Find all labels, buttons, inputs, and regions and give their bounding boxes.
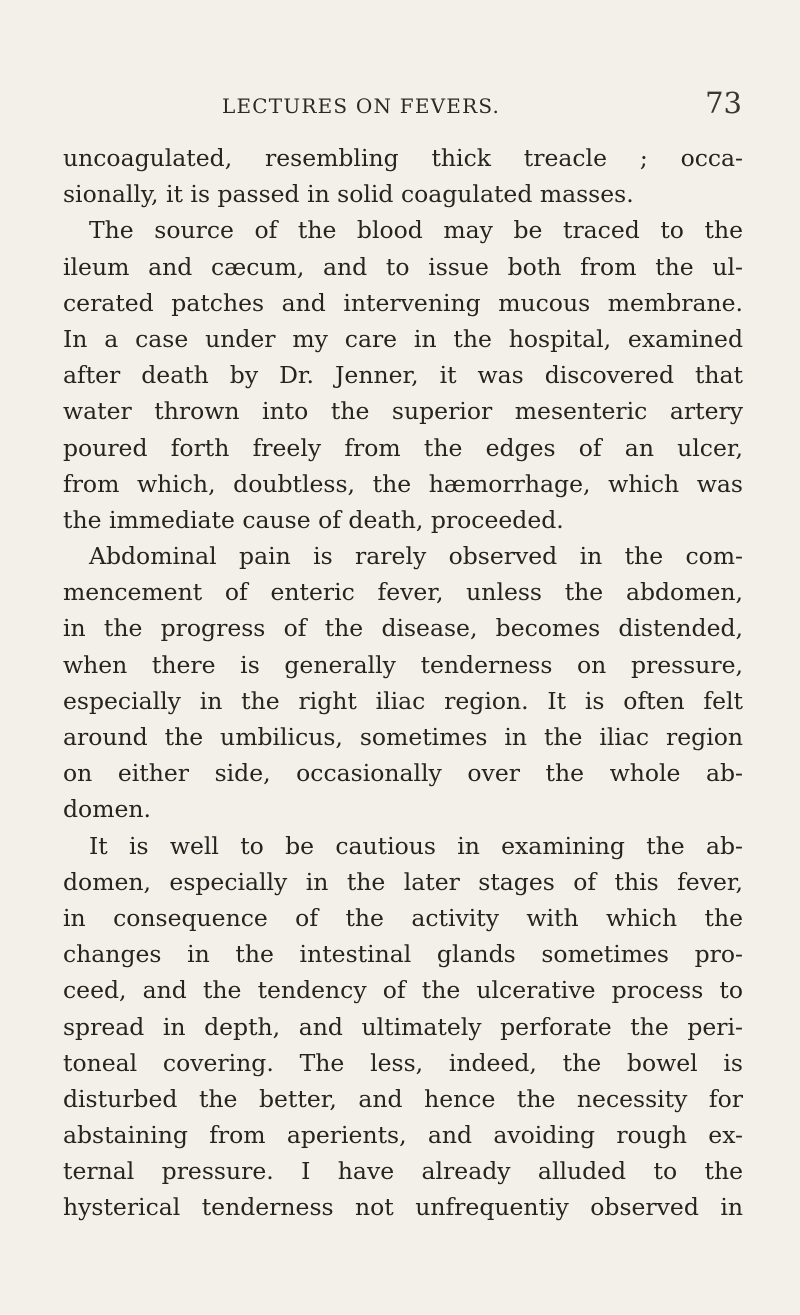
running-title: LECTURES ON FEVERS. [222, 94, 501, 118]
text-line: ileum and cæcum, and to issue both from the ul- [63, 252, 743, 281]
text-line: after death by Dr. Jenner, it was discovered that [63, 361, 743, 390]
text-line: spread in depth, and ultimately perforate the peri- [63, 1012, 743, 1041]
text-line: the immediate cause of death, proceeded. [63, 505, 564, 534]
text-line: Abdominal pain is rarely observed in the com- [89, 542, 743, 571]
text-line: toneal covering. The less, indeed, the bowel is [63, 1048, 743, 1077]
text-line: water thrown into the superior mesenteric artery [63, 397, 743, 426]
text-line: disturbed the better, and hence the necessity for [63, 1084, 743, 1113]
text-line: poured forth freely from the edges of an ulcer, [63, 433, 743, 462]
text-line: in consequence of the activity with which the [63, 903, 743, 932]
text-line: domen. [63, 795, 151, 824]
text-line: from which, doubtless, the hæmorrhage, which was [63, 469, 743, 498]
text-line: on either side, occasionally over the whole ab- [63, 759, 743, 788]
text-line: In a case under my care in the hospital, examined [63, 324, 743, 353]
text-line: ternal pressure. I have already alluded to the [63, 1157, 743, 1186]
text-line: ceed, and the tendency of the ulcerative process to [63, 976, 743, 1005]
text-line: around the umbilicus, sometimes in the iliac region [63, 723, 743, 751]
text-line: uncoagulated, resembling thick treacle ; occa- [63, 144, 743, 172]
text-line: especially in the right iliac region. It is often felt [63, 686, 743, 715]
body-text [63, 140, 743, 1226]
text-line: sionally, it is passed in solid coagulated masses. [63, 180, 634, 209]
text-line: It is well to be cautious in examining the ab- [89, 831, 743, 860]
text-line: changes in the intestinal glands sometimes pro- [63, 940, 743, 969]
text-line: mencement of enteric fever, unless the abdomen, [63, 578, 743, 607]
text-line: in the progress of the disease, becomes distended, [63, 614, 743, 643]
running-head [222, 86, 742, 126]
text-line: when there is generally tenderness on pressure, [63, 650, 743, 679]
text-line: The source of the blood may be traced to the [89, 216, 743, 245]
text-line: cerated patches and intervening mucous membrane. [63, 288, 743, 317]
text-line: abstaining from aperients, and avoiding rough ex- [63, 1121, 743, 1150]
text-line: hysterical tenderness not unfrequentiy observed in [63, 1193, 743, 1222]
page-number: 73 [705, 86, 742, 120]
text-line: domen, especially in the later stages of this fever, [63, 867, 743, 896]
